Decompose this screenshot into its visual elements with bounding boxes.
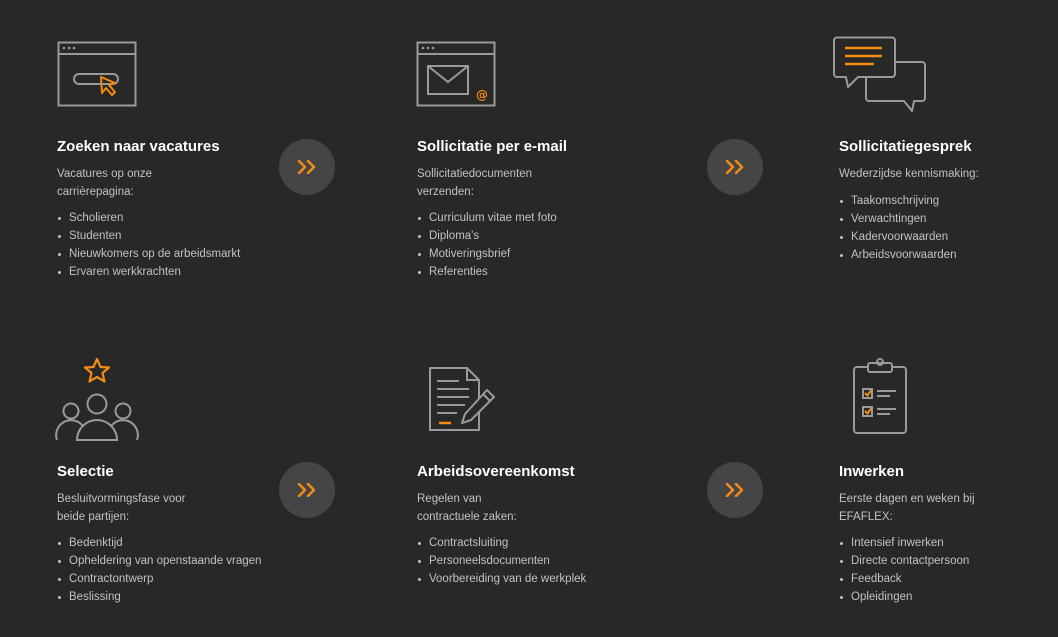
- list-item: Beslissing: [57, 588, 261, 606]
- document-pen-icon: [427, 366, 499, 434]
- list-item: Feedback: [839, 570, 969, 588]
- list-item: Bedenktijd: [57, 534, 261, 552]
- step-list: [417, 534, 586, 588]
- step-intro: Vacatures op onze carrièrepagina:: [57, 168, 153, 198]
- double-chevron-right-icon: [725, 483, 745, 497]
- list-item: Studenten: [57, 227, 240, 245]
- group-star-icon: [55, 356, 139, 442]
- step-intro: Wederzijdse kennismaking:: [839, 168, 979, 180]
- browser-cursor-icon: [57, 41, 137, 107]
- list-item: Arbeidsvoorwaarden: [839, 246, 956, 264]
- list-item: Personeelsdocumenten: [417, 552, 586, 570]
- double-chevron-right-icon: [297, 483, 317, 497]
- step-list: [839, 534, 969, 606]
- step-intro: Besluitvormingsfase voor beide partijen:: [57, 493, 186, 523]
- list-item: Kadervoorwaarden: [839, 228, 956, 246]
- list-item: Contractsluiting: [417, 534, 586, 552]
- double-chevron-right-icon: [725, 160, 745, 174]
- step-list: [57, 534, 261, 606]
- list-item: Ervaren werkkrachten: [57, 263, 240, 281]
- browser-mail-icon: [416, 41, 496, 107]
- step-title: Arbeidsovereenkomst: [417, 463, 575, 480]
- step-list: [417, 209, 557, 281]
- chat-bubbles-icon: [832, 36, 928, 114]
- double-chevron-right-icon: [297, 160, 317, 174]
- step-title: Zoeken naar vacatures: [57, 138, 220, 155]
- list-item: Opheldering van openstaande vragen: [57, 552, 261, 570]
- list-item: Verwachtingen: [839, 210, 956, 228]
- step-title: Sollicitatie per e-mail: [417, 138, 568, 155]
- next-step-button[interactable]: [279, 462, 335, 518]
- step-title: Sollicitatiegesprek: [839, 138, 972, 155]
- list-item: Taakomschrijving: [839, 192, 956, 210]
- list-item: Referenties: [417, 263, 557, 281]
- svg-text:@: @: [476, 88, 488, 102]
- list-item: Intensief inwerken: [839, 534, 969, 552]
- clipboard-checklist-icon: [852, 357, 908, 435]
- list-item: Diploma's: [417, 227, 557, 245]
- list-item: Nieuwkomers op de arbeidsmarkt: [57, 245, 240, 263]
- list-item: Voorbereiding van de werkplek: [417, 570, 586, 588]
- list-item: Contractontwerp: [57, 570, 261, 588]
- list-item: Directe contactpersoon: [839, 552, 969, 570]
- next-step-button[interactable]: [707, 139, 763, 195]
- list-item: Scholieren: [57, 209, 240, 227]
- list-item: Opleidingen: [839, 588, 969, 606]
- next-step-button[interactable]: [707, 462, 763, 518]
- step-intro: Eerste dagen en weken bij EFAFLEX:: [839, 493, 975, 523]
- next-step-button[interactable]: [279, 139, 335, 195]
- step-intro: Sollicitatiedocumenten verzenden:: [417, 168, 533, 198]
- step-list: [57, 209, 240, 281]
- step-list: [839, 192, 956, 264]
- step-intro: Regelen van contractuele zaken:: [417, 493, 517, 523]
- list-item: Curriculum vitae met foto: [417, 209, 557, 227]
- step-title: Inwerken: [839, 463, 905, 480]
- list-item: Motiveringsbrief: [417, 245, 557, 263]
- step-title: Selectie: [57, 463, 114, 480]
